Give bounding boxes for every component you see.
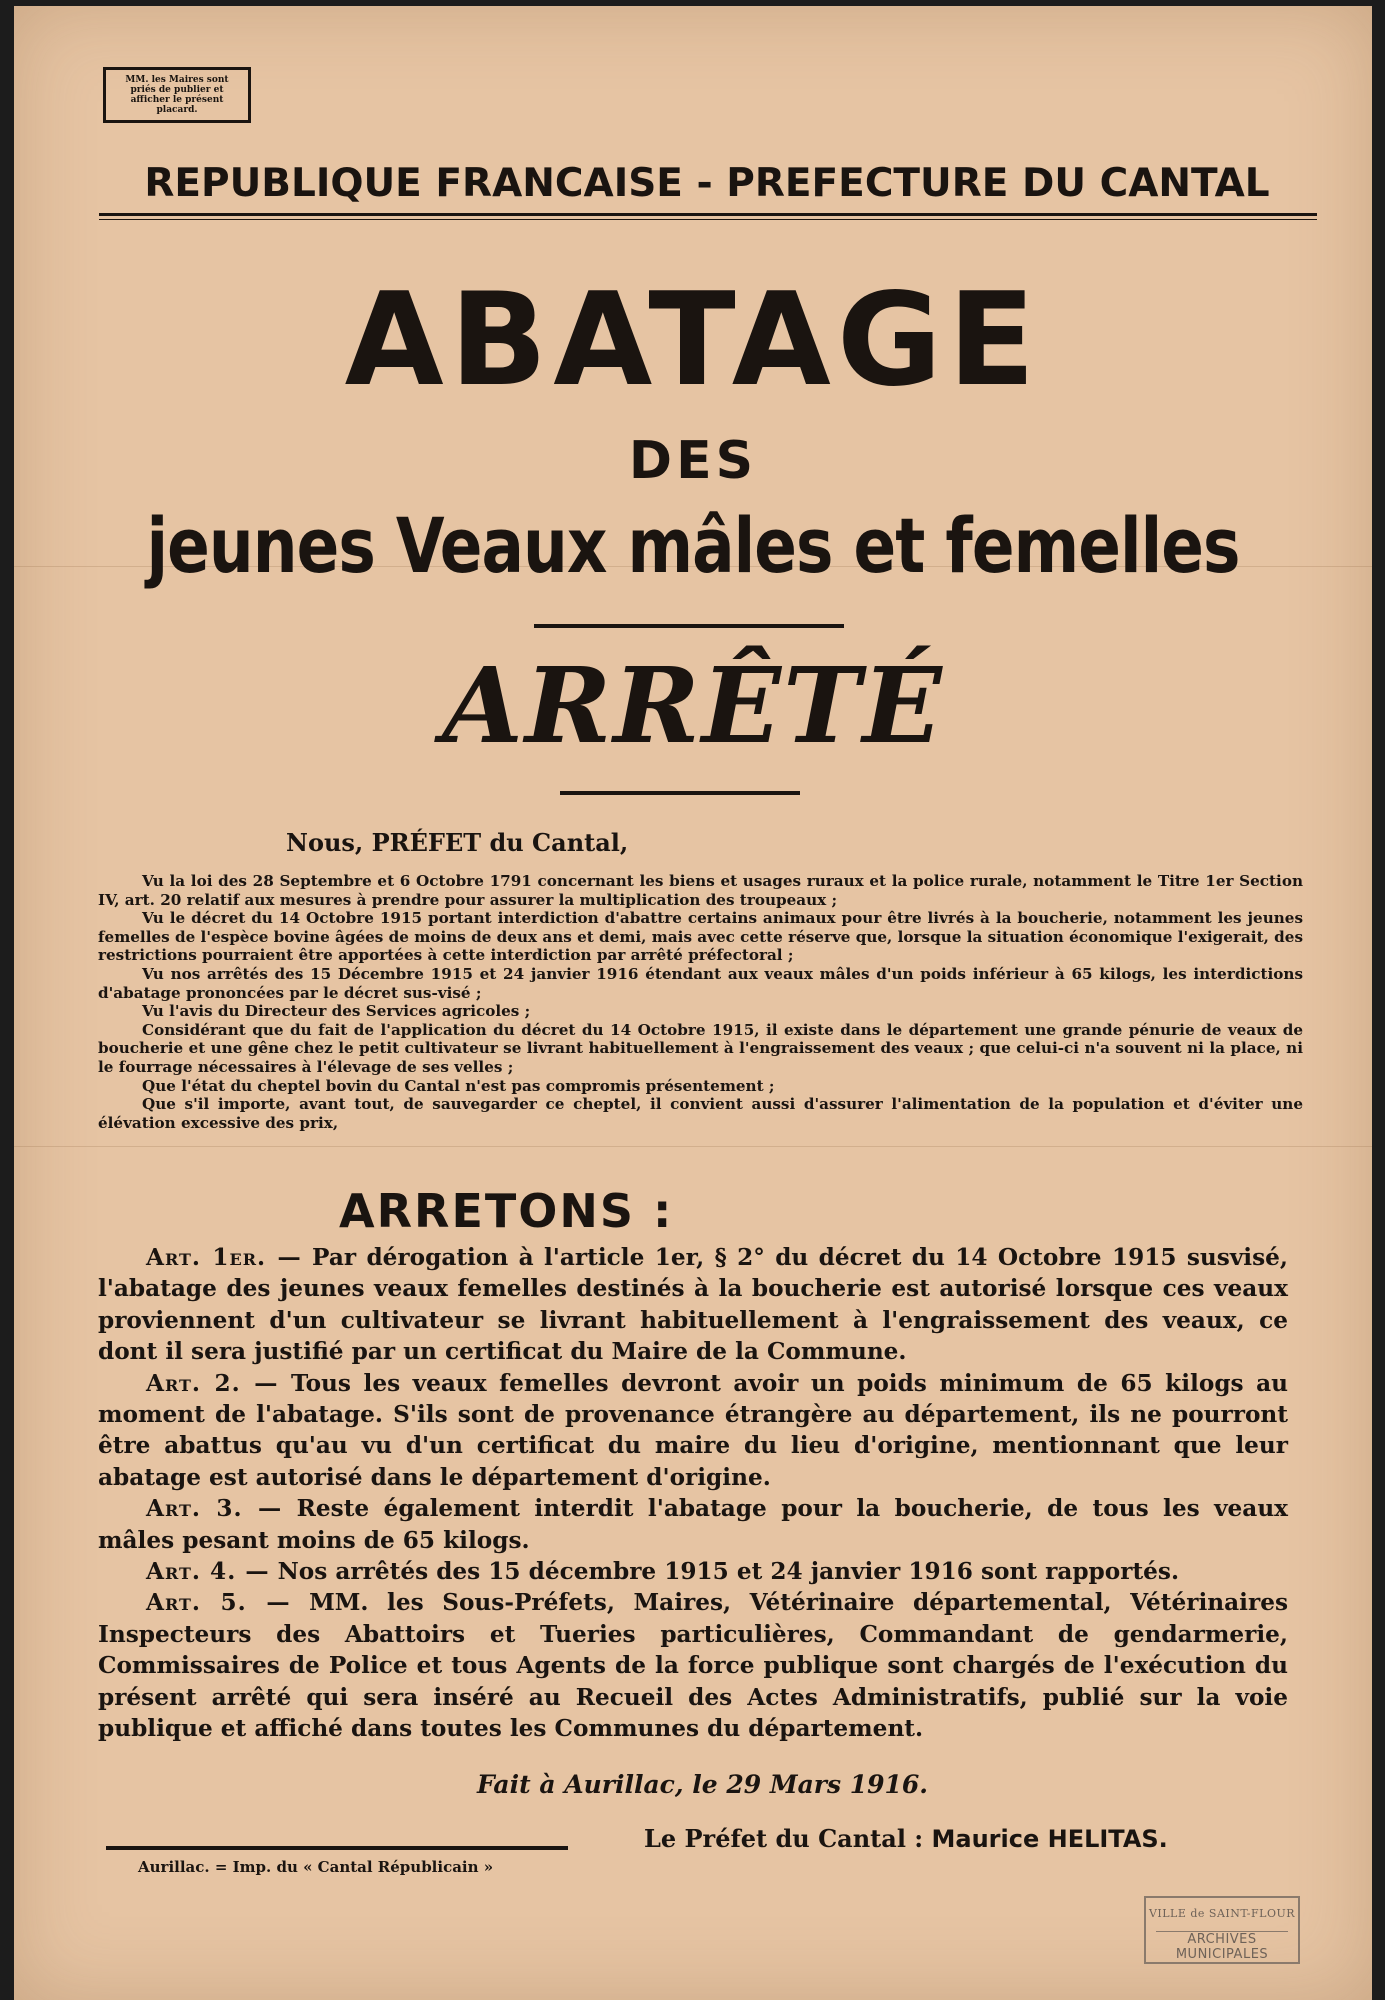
- considerant: Vu le décret du 14 Octobre 1915 portant interdiction d'abattre certains animaux pour être livrés à la boucherie, notamment les jeunes femelles de l'espèce bovine âgées de moins de deux ans et demi, mais avec cette réserve que, lorsque la situation économique l'exigerait, des restrictions pourraient être apportées à cette interdiction par arrêté préfectoral ;: [98, 909, 1303, 965]
- arrete-rule: [560, 791, 800, 795]
- article-text: MM. les Sous-Préfets, Maires, Vétérinaire départemental, Vétérinaires Inspecteurs des Abattoirs et Tueries particulières, Commandant de gendarmerie, Commissaires de Police et tous Agents de la force publique sont chargés de l'exécution du présent arrêté qui sera inséré au Recueil des Actes Administratifs, publié sur la voie publique et affiché dans toutes les Communes du département.: [98, 1589, 1288, 1743]
- header-rule: [99, 213, 1317, 216]
- signature-prefix: Le Préfet du Cantal :: [644, 1824, 924, 1853]
- notice-text: MM. les Maires sont priés de publier et afficher le présent placard.: [125, 75, 229, 115]
- stamp-bottom-text: ARCHIVES MUNICIPALES: [1175, 1932, 1269, 1962]
- poster: [14, 6, 1372, 2000]
- article-text: Tous les veaux femelles devront avoir un poids minimum de 65 kilogs au moment de l'abatage. S'ils sont de provenance étrangère au département, ils ne pourront être abattus qu'au vu d'un certificat du maire du lieu d'origine, mentionnant que leur abatage est autorisé dans le département d'origine.: [98, 1369, 1289, 1491]
- title-rule: [534, 624, 844, 628]
- article-number: Art. 1er. —: [146, 1244, 302, 1271]
- article-number: Art. 2. —: [146, 1369, 279, 1397]
- signature-name: Maurice HELITAS.: [931, 1825, 1168, 1853]
- header-title: REPUBLIQUE FRANCAISE - PREFECTURE DU CANTAL: [144, 161, 1270, 206]
- fold-line: [14, 1146, 1372, 1147]
- arretons-heading: ARRETONS :: [339, 1184, 674, 1238]
- considerant: Considérant que du fait de l'application du décret du 14 Octobre 1915, il existe dans le département une grande pénurie de veaux de boucherie et une gêne chez le petit cultivateur se livrant habituellement à l'engraissement des veaux ; que celui-ci n'a souvent ni la place, ni le fourrage nécessaires à l'élevage de ses velles ;: [98, 1020, 1303, 1076]
- article: [98, 1556, 1288, 1587]
- considerant: Vu la loi des 28 Septembre et 6 Octobre 1791 concernant les biens et usages ruraux et la police rurale, notamment le Titre 1er Section IV, art. 20 relatif aux mesures à prendre pour assurer la multiplication des troupeaux ;: [98, 872, 1303, 909]
- article-number: Art. 3. —: [146, 1495, 283, 1523]
- imprint-rule: [106, 1846, 568, 1850]
- header-rule-thin: [99, 219, 1317, 220]
- title-abatage: ABATAGE: [344, 266, 1042, 415]
- title-des: DES: [628, 431, 758, 491]
- articles: [98, 1242, 1288, 1745]
- article: [98, 1587, 1288, 1744]
- considerant: Vu l'avis du Directeur des Services agricoles ;: [142, 1002, 531, 1021]
- prefet-line: Nous, PRÉFET du Cantal,: [286, 828, 629, 857]
- archive-stamp: [1144, 1896, 1300, 1964]
- considerants: [98, 872, 1303, 1132]
- article-text: Reste également interdit l'abatage pour la boucherie, de tous les veaux mâles pesant moins de 65 kilogs.: [98, 1495, 1288, 1554]
- article-number: Art. 5. —: [146, 1589, 291, 1617]
- title-veaux: jeunes Veaux mâles et femelles: [146, 501, 1240, 590]
- printer-imprint: Aurillac. = Imp. du « Cantal Républicain »: [138, 1858, 494, 1876]
- article: [98, 1368, 1288, 1494]
- article-number: Art. 4. —: [146, 1558, 270, 1586]
- signature: [644, 1824, 1168, 1853]
- considerant: Que l'état du cheptel bovin du Cantal n'est pas compromis présentement ;: [142, 1076, 775, 1095]
- considerant: Vu nos arrêtés des 15 Décembre 1915 et 24 janvier 1916 étendant aux veaux mâles d'un poids inférieur à 65 kilogs, les interdictions d'abatage prononcées par le décret sus-visé ;: [98, 964, 1303, 1002]
- article-text: Par dérogation à l'article 1er, § 2° du décret du 14 Octobre 1915 susvisé, l'abatage des jeunes veaux femelles destinés à la boucherie est autorisé lorsque ces veaux proviennent d'un cultivateur se livrant habituellement à l'engraissement des veaux, ce dont il sera justifié par un certificat du Maire de la Commune.: [98, 1244, 1288, 1366]
- stamp-top-text: VILLE de SAINT-FLOUR: [1148, 1907, 1296, 1920]
- considerant: Que s'il importe, avant tout, de sauvegarder ce cheptel, il convient aussi d'assurer l'alimentation de la population et d'éviter une élévation excessive des prix,: [98, 1095, 1303, 1132]
- article: [98, 1242, 1288, 1368]
- title-arrete: ARRÊTÉ: [442, 644, 944, 767]
- article: [98, 1493, 1288, 1556]
- date-place: Fait à Aurillac, le 29 Mars 1916.: [477, 1770, 929, 1799]
- stamp-divider: [1156, 1931, 1288, 1932]
- article-text: Nos arrêtés des 15 décembre 1915 et 24 janvier 1916 sont rapportés.: [277, 1558, 1180, 1586]
- notice-box: [103, 67, 251, 123]
